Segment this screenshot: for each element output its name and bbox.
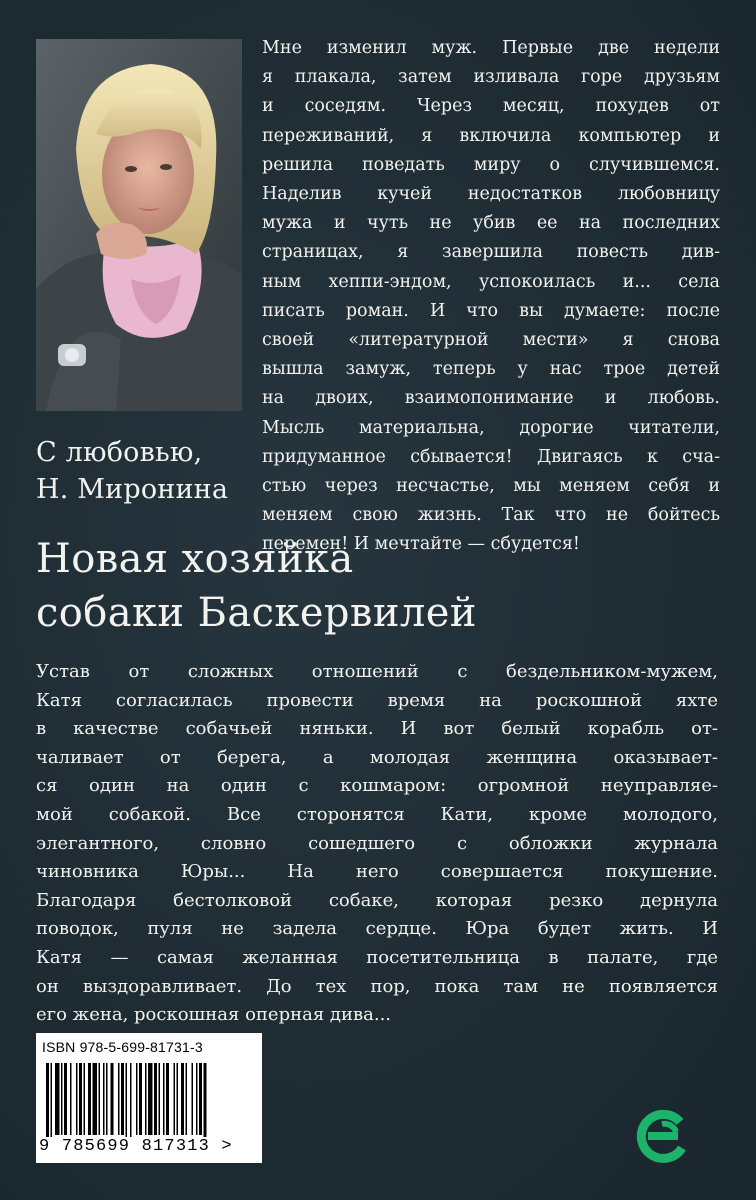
- barcode-panel: [36, 1033, 262, 1163]
- barcode-bar: [79, 1063, 82, 1135]
- barcode-bar: [118, 1063, 120, 1135]
- barcode-bar: [145, 1063, 147, 1135]
- barcode-bar: [192, 1063, 194, 1135]
- barcode-bars: [46, 1063, 252, 1145]
- book-blurb: [36, 658, 718, 1030]
- blurb-line: в качестве собачьей няньки. И вот белый корабль от-: [36, 718, 718, 740]
- barcode-bar: [46, 1063, 49, 1143]
- blurb-line: элегантного, словно сошедшего с обложки журнала: [36, 832, 718, 854]
- barcode-bar: [163, 1063, 165, 1135]
- barcode-bar: [199, 1063, 202, 1135]
- author-note-line: на двоих, взаимопонимание и любовь.: [262, 388, 720, 409]
- author-note-line: ным хеппи-эндом, успокоилась и... села: [262, 271, 720, 292]
- barcode-bar: [177, 1063, 179, 1135]
- author-signature: [36, 434, 251, 508]
- author-note-line: вышла замуж, теперь у нас трое детей: [262, 359, 720, 380]
- eksmo-logo-icon: [632, 1106, 692, 1166]
- author-note-line: стью через несчастье, мы меняем себя и: [262, 476, 720, 497]
- barcode-bar: [181, 1063, 184, 1135]
- blurb-line: его жена, роскошная оперная дива...: [36, 1004, 392, 1026]
- barcode-bar: [61, 1063, 63, 1135]
- barcode-bar: [70, 1063, 72, 1135]
- blurb-line: поводок, пуля не задела сердце. Юра будет жить. И: [36, 918, 718, 940]
- barcode-bar: [148, 1063, 153, 1135]
- author-note-line: своей «литературной мести» я снова: [262, 330, 720, 351]
- barcode-bar: [174, 1063, 176, 1135]
- author-note-line: Наделив кучей недостатков любовницу: [262, 184, 720, 205]
- barcode-bar: [121, 1063, 124, 1135]
- blurb-line: чиновника Юры... На него совершается покушение.: [36, 861, 718, 883]
- barcode-bar: [130, 1063, 132, 1143]
- book-title: [36, 532, 716, 640]
- blurb-line: Катя согласилась провести время на роскошной яхте: [36, 689, 718, 711]
- barcode-bar: [76, 1063, 78, 1135]
- barcode-bar: [204, 1063, 207, 1143]
- barcode-digits: 9 785699 817313 >: [39, 1137, 259, 1156]
- blurb-line: мой собакой. Все сторонятся Кати, кроме молодого,: [36, 803, 718, 825]
- barcode-bar: [55, 1063, 60, 1135]
- author-note-line: переживаний, я включила компьютер и: [262, 125, 720, 146]
- author-note-line: страницах, я завершила повесть див-: [262, 242, 720, 263]
- barcode-bar: [111, 1063, 114, 1135]
- barcode-bar: [139, 1063, 142, 1135]
- author-note-line: меняем свою жизнь. Так что не бойтесь: [262, 505, 720, 526]
- blurb-line: Благодаря бестолковой собаке, которая резко дернула: [36, 889, 718, 911]
- blurb-line: он выздоравливает. До тех пор, пока там не появляется: [36, 975, 718, 997]
- barcode-bar: [51, 1063, 53, 1143]
- blurb-line: ся один на один с кошмаром: огромной неуправляе-: [36, 775, 718, 797]
- author-note-line: Мысль материальна, дорогие читатели,: [262, 417, 720, 438]
- blurb-line: чаливает от берега, а молодая женщина оказывает-: [36, 746, 718, 768]
- book-title-line-1: Новая хозяйка: [36, 536, 354, 582]
- author-note-line: придуманное сбывается! Двигаясь к сча-: [262, 446, 720, 467]
- barcode-bar: [154, 1063, 157, 1135]
- author-note-line: перемен! И мечтайте — сбудется!: [262, 534, 580, 555]
- barcode-bar: [103, 1063, 105, 1135]
- barcode-bar: [99, 1063, 101, 1135]
- barcode-bar: [136, 1063, 138, 1135]
- blurb-line: Устав от сложных отношений с бездельником-мужем,: [36, 661, 718, 682]
- signature-line-1: С любовью,: [36, 437, 203, 468]
- barcode-bar: [126, 1063, 128, 1143]
- author-note-line: решила поведать миру о случившемся.: [262, 154, 720, 175]
- author-photo: [36, 39, 242, 411]
- author-note-line: мужа и чуть не убив ее на последних: [262, 213, 720, 234]
- isbn-label: ISBN 978-5-699-81731-3: [42, 1039, 203, 1055]
- barcode-bar: [64, 1063, 67, 1135]
- book-title-line-2: собаки Баскервилей: [36, 590, 477, 636]
- barcode-bar: [166, 1063, 169, 1135]
- barcode-bar: [84, 1063, 86, 1135]
- barcode-bar: [106, 1063, 108, 1135]
- barcode-bar: [93, 1063, 98, 1135]
- barcode-bar: [196, 1063, 198, 1135]
- signature-line-2: Н. Миронина: [36, 474, 229, 505]
- barcode-bar: [88, 1063, 91, 1135]
- author-note-line: я плакала, затем изливала горе друзьям: [262, 67, 720, 88]
- blurb-line: Катя — самая желанная посетительница в палате, где: [36, 946, 718, 968]
- author-note-line: и соседям. Через месяц, похудев от: [262, 96, 720, 117]
- barcode-bar: [186, 1063, 188, 1135]
- author-note-line: писать роман. И что вы думаете: после: [262, 300, 720, 321]
- author-note-line: Мне изменил муж. Первые две недели: [262, 38, 720, 58]
- barcode-bar: [159, 1063, 161, 1135]
- author-note: [262, 34, 720, 560]
